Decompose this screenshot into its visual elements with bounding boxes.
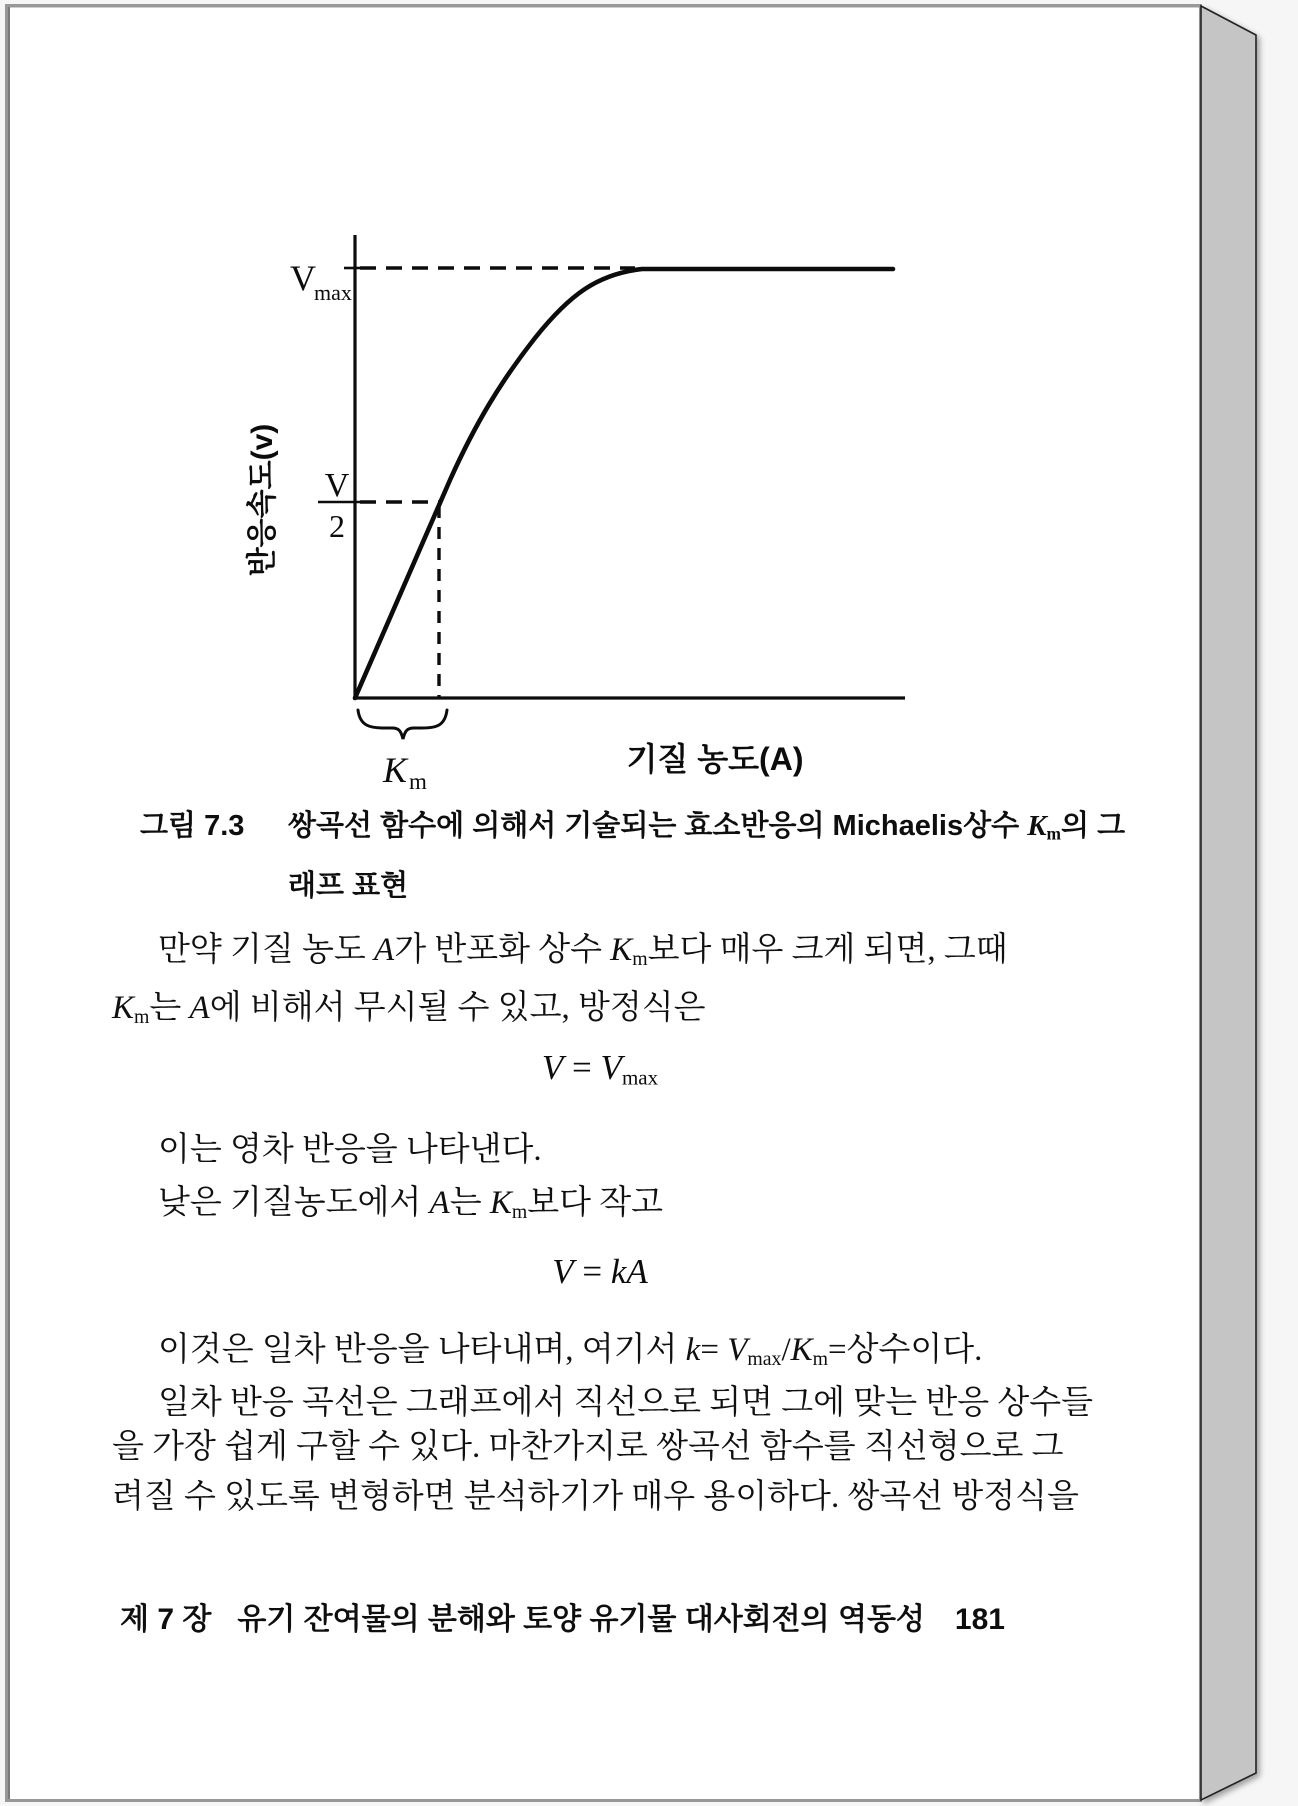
footer-page-number: 181: [954, 1603, 1005, 1636]
footer-chapter: 제 7 장: [120, 1603, 212, 1636]
vhalf-denominator: 2: [329, 508, 345, 544]
km-brace: [358, 710, 447, 739]
vhalf-numerator: V: [324, 467, 350, 504]
figure-caption-text: 쌍곡선 함수에 의해서 기술되는 효소반응의 Michaelis상수 Km의 그래프 표현: [288, 810, 1126, 903]
paragraph-5-line-3: 려질 수 있도록 변형하면 분석하기가 매우 용이하다. 쌍곡선 방정식을: [112, 1479, 1079, 1515]
paragraph-5-line-2: 을 가장 쉽게 구할 수 있다. 마찬가지로 쌍곡선 함수를 직선형으로 그: [112, 1429, 1064, 1465]
paragraph-1-line-2: Km는 A에 비해서 무시될 수 있고, 방정식은: [112, 990, 706, 1028]
mm-curve: [355, 269, 893, 698]
equation-v-equals-ka: V = kA: [552, 1252, 648, 1291]
page-edge-polygon: [1201, 6, 1256, 1800]
paragraph-3: 낮은 기질농도에서 A는 Km보다 작고: [158, 1185, 664, 1223]
paragraph-1-line-1: 만약 기질 농도 A가 반포화 상수 Km보다 매우 크게 되면, 그때: [158, 932, 1008, 970]
figure-caption: [140, 800, 1150, 913]
paragraph-2: 이는 영차 반응을 나타낸다.: [158, 1132, 542, 1168]
km-label: K: [383, 750, 408, 790]
vmax-label-sub: max: [314, 280, 352, 305]
y-axis-title: 반응속도(v): [246, 423, 279, 577]
equation-v-equals-vmax: V = Vmax: [541, 1048, 659, 1090]
page-footer: [0, 1594, 1125, 1638]
paragraph-4: 이것은 일차 반응을 나타내며, 여기서 k= Vmax/Km=상수이다.: [158, 1332, 983, 1370]
footer-title: 유기 잔여물의 분해와 토양 유기물 대사회전의 역동성: [237, 1603, 925, 1636]
x-axis-title: 기질 농도(A): [626, 741, 804, 777]
vmax-label: V: [290, 258, 316, 298]
km-label-sub: m: [409, 769, 427, 794]
figure-7-3-graph: [240, 200, 930, 800]
paragraph-5-line-1: 일차 반응 곡선은 그래프에서 직선으로 되면 그에 맞는 반응 상수들: [158, 1385, 1093, 1421]
figure-caption-label: 그림 7.3: [140, 810, 245, 842]
